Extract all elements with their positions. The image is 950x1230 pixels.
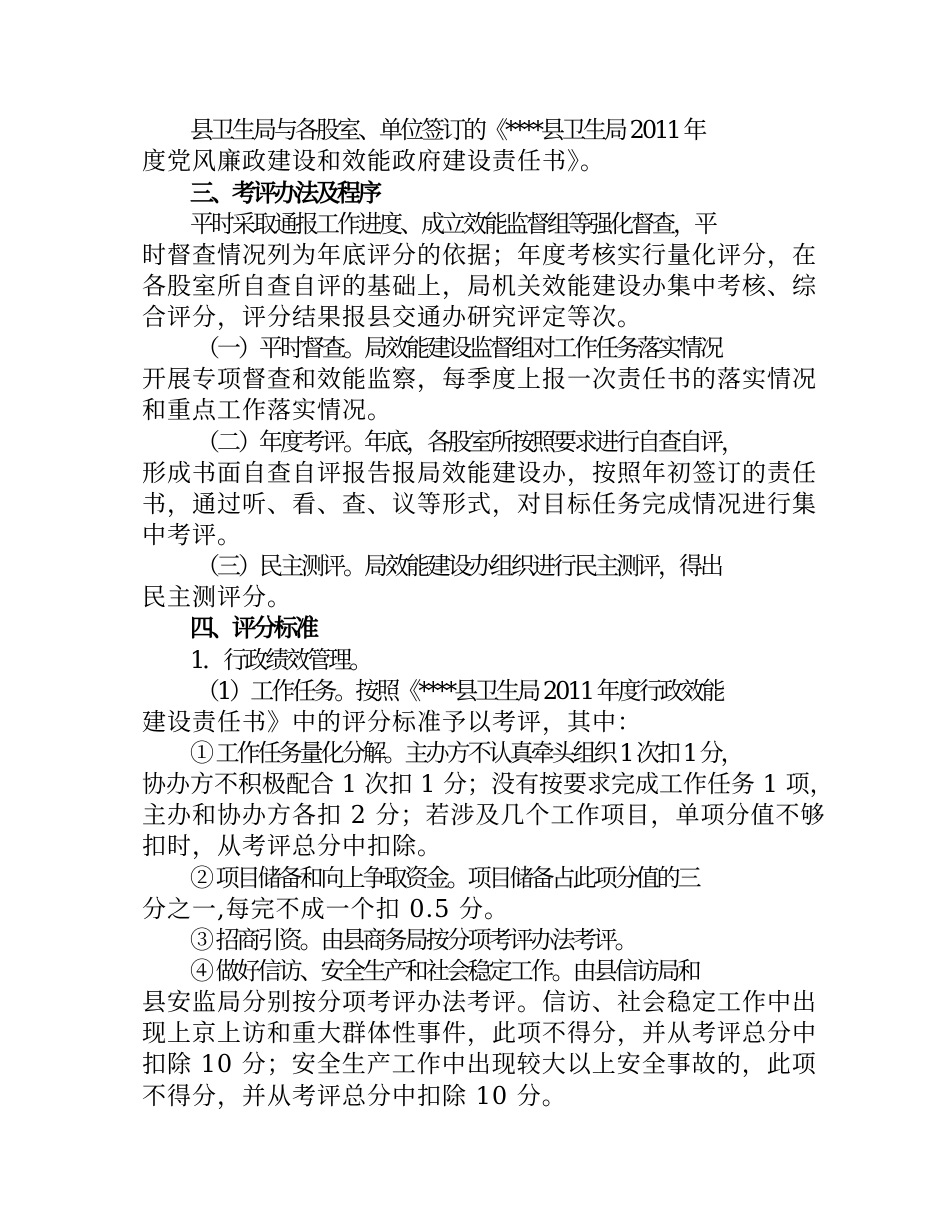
section-heading: 三、考评办法及程序 <box>190 178 379 207</box>
paragraph-line: （1）工作任务。按照《****县卫生局 2011 年度行政效能 <box>196 677 723 705</box>
paragraph-line: （三）民主测评。局效能建设办组织进行民主测评，得出 <box>196 552 721 580</box>
paragraph-line: 民主测评分。 <box>142 583 292 611</box>
paragraph-line: 县卫生局与各股室、单位签订的《****县卫生局 2011 年 <box>190 116 705 144</box>
paragraph-line: 1．行政绩效管理。 <box>190 646 371 674</box>
section-heading: 四、评分标准 <box>190 613 316 642</box>
paragraph-line: 县安监局分别按分项考评办法考评。信访、社会稳定工作中出 <box>142 988 817 1016</box>
paragraph-line: 开展专项督查和效能监察，每季度上报一次责任书的落实情况 <box>142 365 817 393</box>
paragraph-line: 各股室所自查自评的基础上，局机关效能建设办集中考核、综 <box>142 272 817 300</box>
paragraph-line: （一）平时督查。局效能建设监督组对工作任务落实情况 <box>196 334 721 362</box>
paragraph-line: （二）年度考评。年底，各股室所按照要求进行自查自评， <box>196 428 742 456</box>
paragraph-line: 建设责任书》中的评分标准予以考评，其中： <box>142 708 642 736</box>
paragraph-line: ① 工作任务量化分解。主办方不认真牵头组织 1 次扣 1 分， <box>190 739 742 767</box>
paragraph-line: 协办方不积极配合 1 次扣 1 分；没有按要求完成工作任务 1 项， <box>142 770 834 798</box>
paragraph-line: 现上京上访和重大群体性事件，此项不得分，并从考评总分中 <box>142 1019 817 1047</box>
paragraph-line: 扣除 10 分；安全生产工作中出现较大以上安全事故的，此项 <box>142 1050 817 1078</box>
paragraph-line: 合评分，评分结果报县交通办研究评定等次。 <box>142 303 642 331</box>
paragraph-line: 度党风廉政建设和效能政府建设责任书》。 <box>142 147 605 175</box>
paragraph-line: ④ 做好信访、安全生产和社会稳定工作。由县信访局和 <box>190 957 699 985</box>
paragraph-line: 中考评。 <box>142 521 242 549</box>
paragraph-line: 主办和协办方各扣 2 分；若涉及几个工作项目，单项分值不够 <box>142 801 826 829</box>
paragraph-line: 和重点工作落实情况。 <box>142 396 392 424</box>
paragraph-line: ③ 招商引资。由县商务局按分项考评办法考评。 <box>190 926 636 954</box>
paragraph-line: ② 项目储备和向上争取资金。项目储备占此项分值的三 <box>190 864 699 892</box>
paragraph-line: 平时采取通报工作进度、成立效能监督组等强化督查，平 <box>190 210 715 238</box>
paragraph-line: 扣时，从考评总分中扣除。 <box>142 832 442 860</box>
paragraph-line: 书，通过听、看、查、议等形式，对目标任务完成情况进行集 <box>142 490 817 518</box>
paragraph-line: 形成书面自查自评报告报局效能建设办，按照年初签订的责任 <box>142 459 817 487</box>
paragraph-line: 不得分，并从考评总分中扣除 10 分。 <box>142 1082 567 1110</box>
paragraph-line: 分之一,每完不成一个扣 0.5 分。 <box>142 895 510 923</box>
paragraph-line: 时督查情况列为年底评分的依据；年度考核实行量化评分，在 <box>142 241 817 269</box>
